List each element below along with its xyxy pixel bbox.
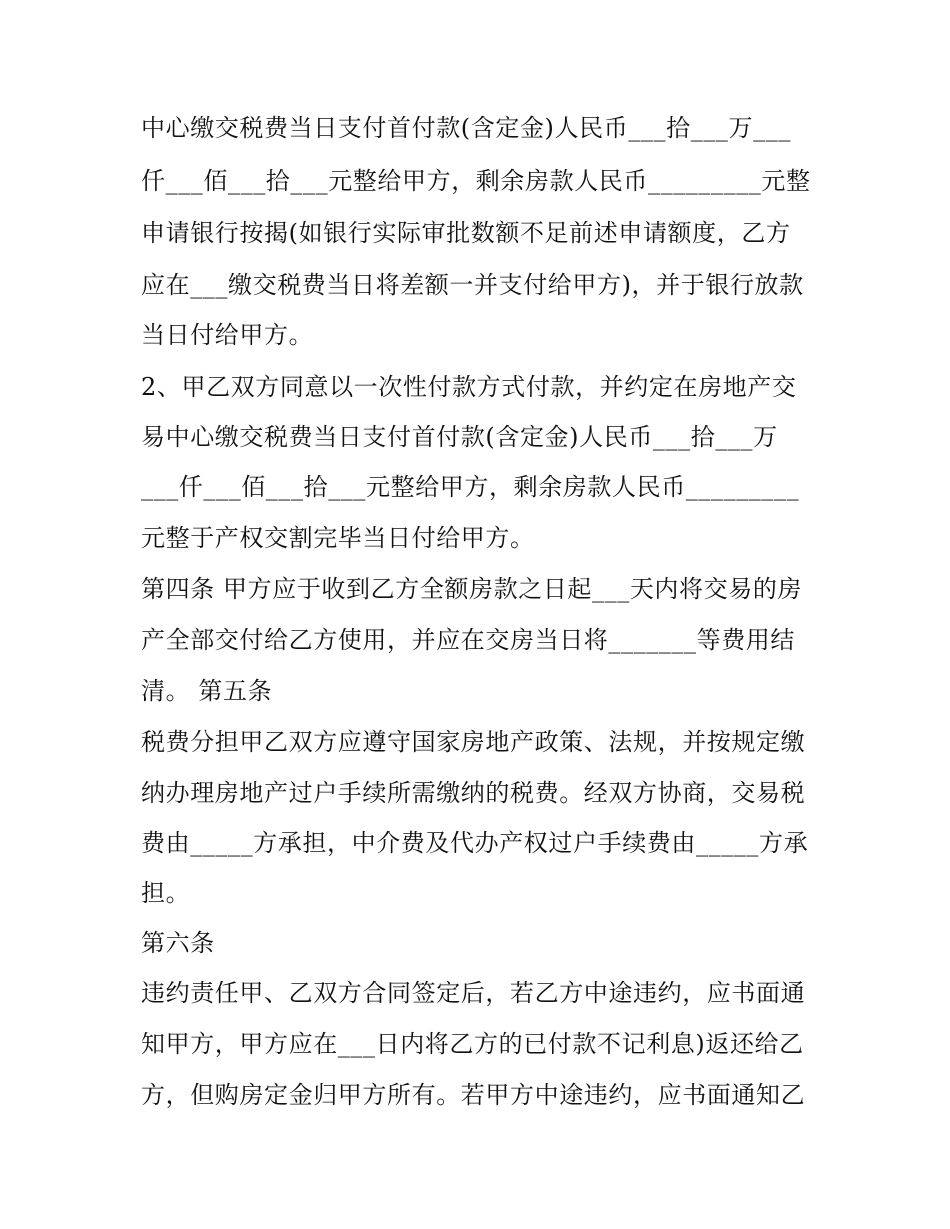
text-line: 应在___缴交税费当日将差额一并支付给甲方)，并于银行放款: [141, 271, 804, 299]
text-line: 申请银行按揭(如银行实际审批数额不足前述申请额度，乙方: [141, 219, 791, 247]
text-line: 2、甲乙双方同意以一次性付款方式付款，并约定在房地产交: [141, 373, 797, 401]
text-line: 清。 第五条: [141, 677, 273, 705]
text-line: 第六条: [141, 929, 215, 957]
text-line: 元整于产权交割完毕当日付给甲方。: [141, 524, 535, 552]
text-line: 费由_____方承担，中介费及代办产权过户手续费由_____方承: [141, 829, 809, 857]
text-line: 中心缴交税费当日支付首付款(含定金)人民币___拾___万___: [141, 114, 791, 142]
text-line: 当日付给甲方。: [141, 321, 314, 349]
text-line: 纳办理房地产过户手续所需缴纳的税费。经双方协商，交易税: [141, 779, 806, 807]
text-line: 第四条 甲方应于收到乙方全额房款之日起___天内将交易的房: [141, 575, 803, 603]
text-line: 产全部交付给乙方使用，并应在交房当日将_______等费用结: [141, 626, 795, 654]
text-line: 易中心缴交税费当日支付首付款(含定金)人民币___拾___万: [141, 423, 778, 451]
text-line: ___仟___佰___拾___元整给甲方，剩余房款人民币_________: [141, 473, 800, 501]
text-line: 税费分担甲乙双方应遵守国家房地产政策、法规，并按规定缴: [141, 728, 806, 756]
text-line: 仟___佰___拾___元整给甲方，剩余房款人民币_________元整: [141, 167, 811, 195]
text-line: 担。: [141, 879, 191, 907]
text-line: 违约责任甲、乙双方合同签定后，若乙方中途违约，应书面通: [141, 979, 806, 1007]
text-line: 方，但购房定金归甲方所有。若甲方中途违约，应书面通知乙: [141, 1081, 806, 1109]
text-line: 知甲方，甲方应在___日内将乙方的已付款不记利息)返还给乙: [141, 1030, 804, 1058]
